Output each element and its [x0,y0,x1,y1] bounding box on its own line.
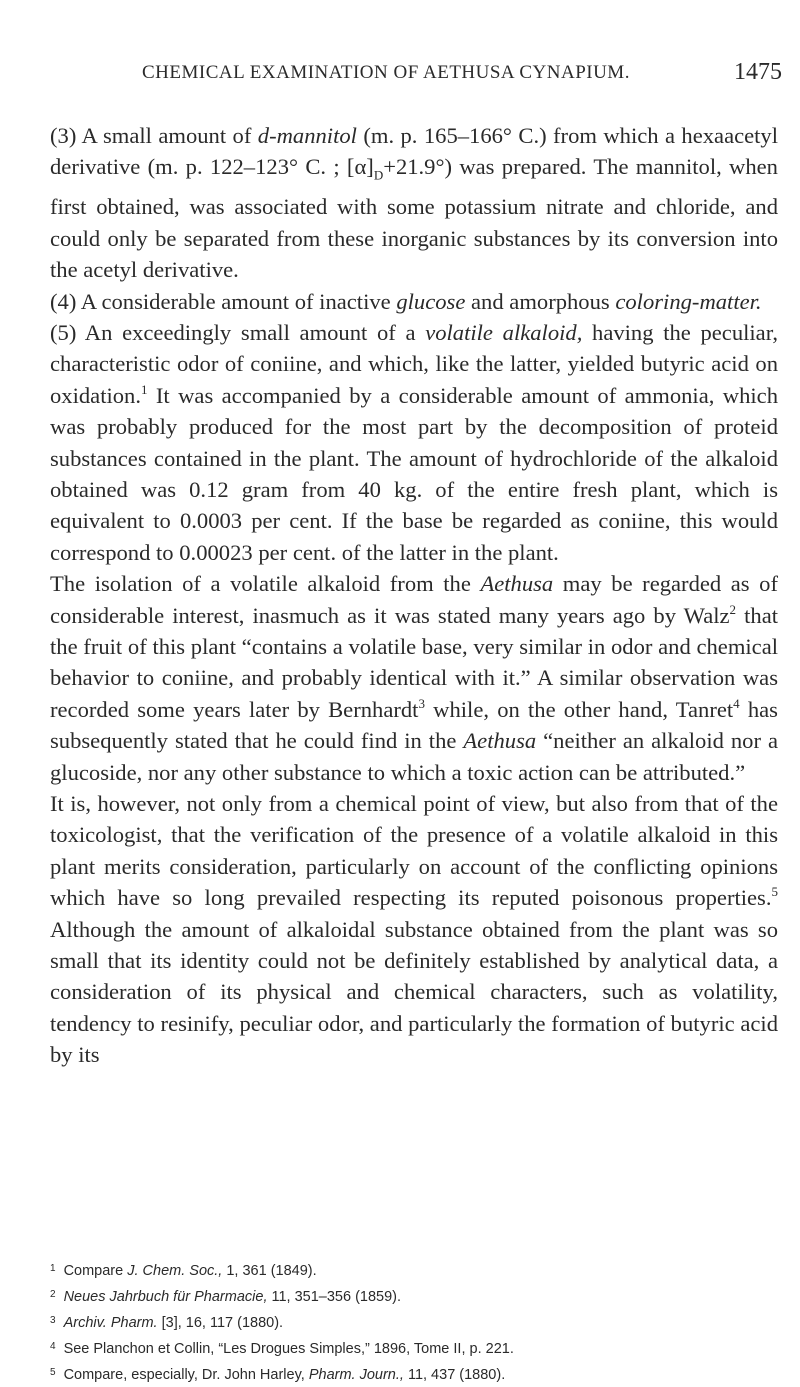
footnote-ref: 2 [729,601,737,617]
footnote: $^4$ See Planchon et Collin, “Les Drogues Simples,” 1896, Tome II, p. 221. [50,1341,514,1357]
running-title: CHEMICAL EXAMINATION OF AETHUSA CYNAPIUM. [142,62,630,83]
paragraph-glucose: (4) A considerable amount of inactive glucose and amorphous coloring-matter. [50,288,762,314]
footnote-ref: 1 [141,381,148,397]
paragraph-alkaloid: (5) An exceedingly small amount of a volatile alkaloid, having the peculiar, characteristic odor of coniine, and which, like the latter, yielded butyric acid on oxidation.$^1$ It was accompanied by a considerable amount of ammonia, which was probably produced for the most part by the decomposition of proteid substances contained in the plant. The amount of hydrochloride of the alkaloid obtained was 0.12 gram from 40 kg. of the entire fresh plant, which is equivalent to 0.0003 per cent. If the base be regarded as coniine, this would correspond to 0.00023 per cent. of the latter in the plant. [50,319,778,565]
footnotes [50,1257,778,1387]
footnote-ref: 3 [418,695,425,711]
running-header [142,59,782,92]
paragraph-mannitol: (3) A small amount of d-mannitol (m. p. 165–166° C.) from which a hexaacetyl derivative (m. p. 122–123° C. ; $[\alpha]_D+21.9^\circ$) was prepared. The mannitol, when first obtained, was associated with some potassium nitrate and chloride, and could only be separated from these inorganic substances by its conversion into the acetyl derivative. [50,123,779,283]
footnote: $^2$ Neues Jahrbuch für Pharmacie, 11, 351–356 (1859). [50,1289,402,1305]
page-number: 1475 [734,59,782,85]
footnote: $^3$ Archiv. Pharm. [3], 16, 117 (1880). [50,1315,284,1331]
paragraph-isolation: The isolation of a volatile alkaloid from the Aethusa may be regarded as of considerable interest, inasmuch as it was stated many years ago by Walz$^2$ that the fruit of this plant “contains a volatile base, very similar in odor and chemical behavior to coniine, and probably identical with it.” A similar observation was recorded some years later by Bernhardt$^3$ while, on the other hand, Tanret$^4$ has subsequently stated that he could find in the Aethusa “neither an alkaloid nor a glucoside, nor any other substance to which a toxic action can be attributed.” [50,571,779,785]
footnote-ref: 4 [733,695,740,711]
footnote-ref: 5 [771,884,778,900]
paragraph-toxicology: It is, however, not only from a chemical point of view, but also from that of the toxicologist, that the verification of the presence of a volatile alkaloid in this plant merits consideration, particularly on account of the conflicting opinions which have so long prevailed respecting its reputed poisonous properties.$^5$ Although the amount of alkaloidal substance obtained from the plant was so small that its identity could not be definitely established by analytical data, a consideration of its physical and chemical characters, such as volatility, tendency to resinify, peculiar odor, and particularly the formation of butyric acid by its [50,791,778,1068]
main-text [50,120,778,1071]
footnote: $^1$ Compare J. Chem. Soc., 1, 361 (1849). [50,1263,317,1279]
footnote: $^5$ Compare, especially, Dr. John Harley, Pharm. Journ., 11, 437 (1880). [50,1367,506,1383]
